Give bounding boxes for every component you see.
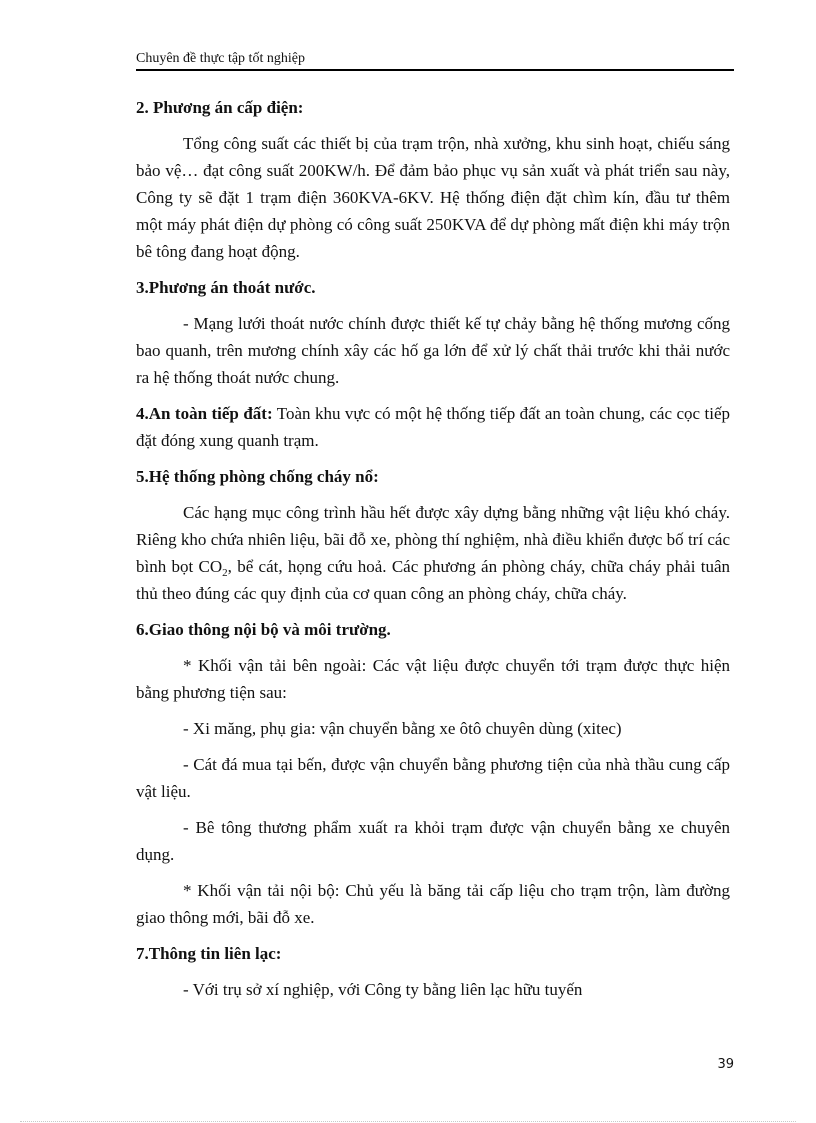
section-2-heading: 2. Phương án cấp điện: bbox=[136, 98, 304, 117]
page-number: 39 bbox=[717, 1057, 734, 1072]
section-5-heading: 5.Hệ thống phòng chống cháy nổ: bbox=[136, 467, 379, 486]
section-4-text: Toàn khu vực có một hệ thống tiếp đất an toàn chung, các cọc tiếp đặt đóng xung quanh trạm. bbox=[136, 404, 730, 450]
section-6-paragraph-3: - Cát đá mua tại bến, được vận chuyển bằng phương tiện của nhà thầu cung cấp vật liệu. bbox=[136, 755, 730, 801]
page-bottom-divider bbox=[20, 1121, 796, 1122]
section-5-paragraph bbox=[136, 499, 730, 607]
running-header: Chuyên đề thực tập tốt nghiệp bbox=[136, 50, 734, 71]
section-6-paragraph-1: * Khối vận tải bên ngoài: Các vật liệu được chuyển tới trạm được thực hiện bằng phương tiện sau: bbox=[136, 656, 730, 702]
section-6-paragraph-5: * Khối vận tải nội bộ: Chủ yếu là băng tải cấp liệu cho trạm trộn, làm đường giao thông mới, bãi đỗ xe. bbox=[136, 881, 730, 927]
section-3-paragraph: - Mạng lưới thoát nước chính được thiết kế tự chảy bằng hệ thống mương cống bao quanh, trên mương chính xây các hố ga lớn để xử lý chất thải trước khi thải nước ra hệ thống thoát nước chung. bbox=[136, 314, 730, 387]
section-7-paragraph: - Với trụ sở xí nghiệp, với Công ty bằng liên lạc hữu tuyến bbox=[183, 980, 583, 999]
section-5-text-part2: , bể cát, họng cứu hoả. Các phương án phòng cháy, chữa cháy phải tuân thủ theo đúng các quy định của cơ quan công an phòng cháy, chữa cháy. bbox=[136, 557, 731, 603]
document-body bbox=[136, 94, 730, 1012]
section-6-paragraph-2: - Xi măng, phụ gia: vận chuyển bằng xe ôtô chuyên dùng (xitec) bbox=[183, 719, 622, 738]
section-2-paragraph: Tổng công suất các thiết bị của trạm trộn, nhà xưởng, khu sinh hoạt, chiếu sáng bảo vệ… đạt công suất 200KW/h. Để đảm bảo phục vụ sản xuất và phát triển sau này, Công ty sẽ đặt 1 trạm điện 360KVA-6KV. Hệ thống điện đặt chìm kín, đầu tư thêm một máy phát điện dự phòng có công suất 250KVA để dự phòng mất điện khi máy trộn bê tông đang hoạt động. bbox=[136, 134, 730, 261]
section-6-paragraph-4: - Bê tông thương phẩm xuất ra khỏi trạm được vận chuyển bằng xe chuyên dụng. bbox=[136, 818, 730, 864]
section-4-heading: 4.An toàn tiếp đất: bbox=[136, 404, 273, 423]
co2-subscript: 2 bbox=[222, 567, 228, 579]
section-5-text-part1: Các hạng mục công trình hầu hết được xây dựng bằng những vật liệu khó cháy. Riêng kho chứa nhiên liệu, bãi đỗ xe, phòng thí nghiệm, nhà điều khiển được bố trí các bình bọt CO bbox=[136, 503, 730, 576]
section-6-heading: 6.Giao thông nội bộ và môi trường. bbox=[136, 620, 391, 639]
section-7-heading: 7.Thông tin liên lạc: bbox=[136, 944, 282, 963]
section-4-paragraph bbox=[136, 400, 730, 454]
section-3-heading: 3.Phương án thoát nước. bbox=[136, 278, 316, 297]
